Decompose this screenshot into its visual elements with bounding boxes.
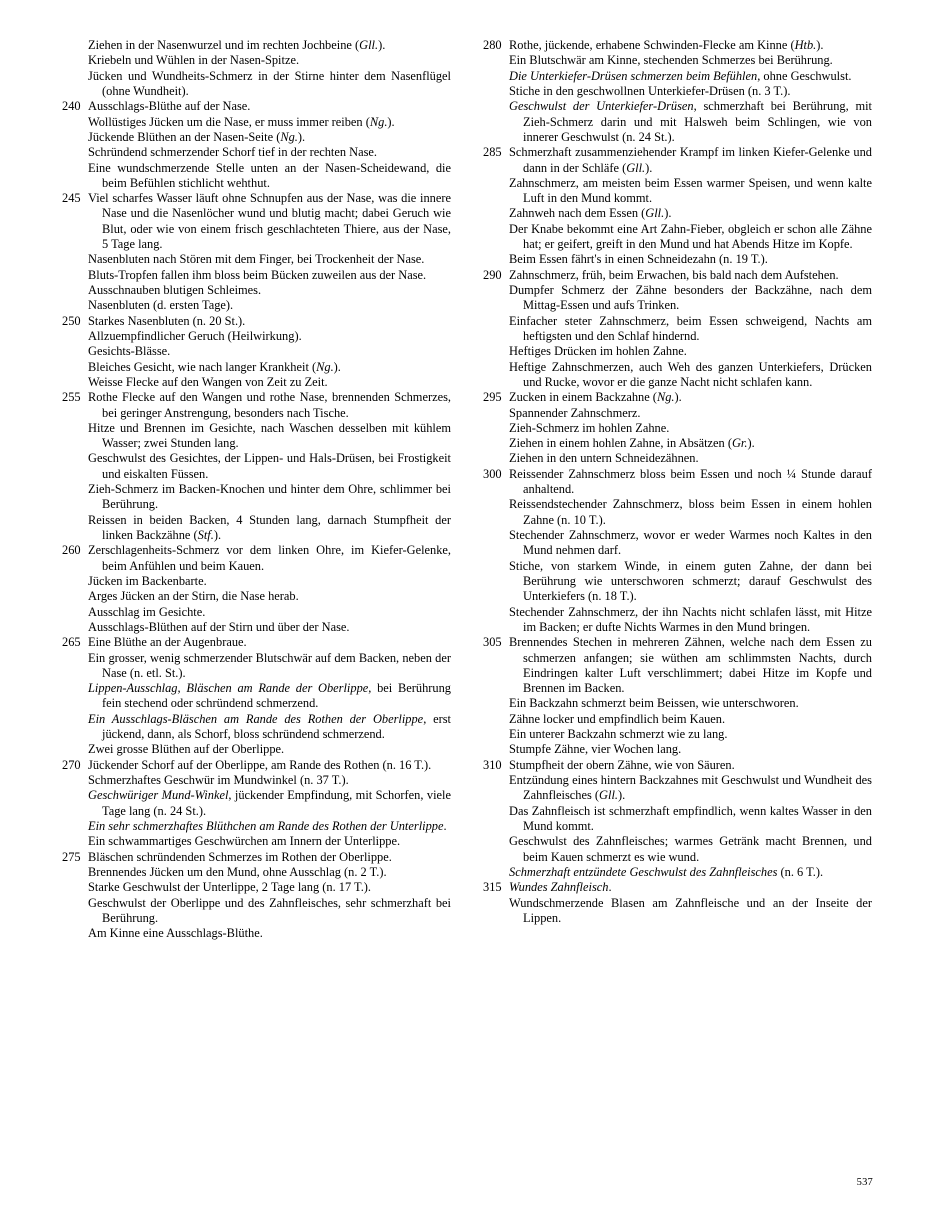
symptom-line: Geschwulst der Unterkiefer-Drüsen, schmerzhaft bei Berührung, mit Zieh-Schmerz darin und mit Halsweh beim Schlingen, wie von innerer Geschwulst (n. 24 St.). — [509, 99, 872, 144]
entry-number: 295 — [483, 390, 502, 405]
symptom-line: Ein Ausschlags-Bläschen am Rande des Rothen der Oberlippe, erst jückend, dann, als Schorf, bloss schründend schmerzend. — [88, 711, 451, 742]
numbered-entry — [483, 880, 872, 895]
symptom-line: Gesichts-Blässe. — [88, 344, 171, 359]
symptom-line: Das Zahnfleisch ist schmerzhaft empfindlich, wenn kaltes Wasser in den Mund kommt. — [509, 803, 872, 833]
entry-text: Rothe, jückende, erhabene Schwinden-Flecke am Kinne (Htb.). — [509, 38, 824, 52]
symptom-line: Schründend schmerzender Schorf tief in der rechten Nase. — [88, 145, 377, 160]
symptom-line: Ausschlags-Blüthen auf der Stirn und über der Nase. — [88, 619, 350, 634]
numbered-entry — [483, 467, 872, 498]
entry-text: Wundes Zahnfleisch. — [509, 880, 612, 895]
symptom-line: Ziehen in den untern Schneidezähnen. — [509, 451, 699, 466]
symptom-line: Stiche in den geschwollnen Unterkiefer-Drüsen (n. 3 T.). — [509, 83, 791, 98]
entry-number: 250 — [62, 313, 81, 328]
symptom-line: Ein grosser, wenig schmerzender Blutschwär auf dem Backen, neben der Nase (n. etl. St.). — [88, 650, 451, 680]
entry-text: Zerschlagenheits-Schmerz vor dem linken Ohre, im Kiefer-Gelenke, beim Anfühlen und beim Kauen. — [88, 543, 451, 573]
symptom-line: Jücken im Backenbarte. — [88, 573, 207, 588]
text-column-left — [62, 38, 451, 941]
numbered-entry — [62, 758, 451, 773]
symptom-line: Kriebeln und Wühlen in der Nasen-Spitze. — [88, 53, 300, 68]
symptom-line: Starke Geschwulst der Unterlippe, 2 Tage lang (n. 17 T.). — [88, 880, 372, 895]
entry-number: 290 — [483, 267, 502, 282]
numbered-entry — [62, 314, 451, 329]
symptom-line: Geschwulst der Oberlippe und des Zahnfleisches, sehr schmerzhaft bei Berührung. — [88, 895, 451, 925]
page-number: 537 — [856, 1177, 873, 1188]
entry-text: Schmerzhaft zusammenziehender Krampf im linken Kiefer-Gelenke und dann in der Schläfe (Gll.). — [509, 145, 872, 175]
symptom-line: Wollüstiges Jücken um die Nase, er muss immer reiben (Ng.). — [88, 114, 395, 129]
symptom-line: Wundschmerzende Blasen am Zahnfleische und an der Inseite der Lippen. — [509, 895, 872, 925]
entry-text: Zahnschmerz, früh, beim Erwachen, bis bald nach dem Aufstehen. — [509, 267, 839, 282]
symptom-line: Zähne locker und empfindlich beim Kauen. — [509, 711, 726, 726]
symptom-line: Reissen in beiden Backen, 4 Stunden lang, darnach Stumpfheit der linken Backzähne (Stf.). — [88, 512, 451, 542]
symptom-line: Zieh-Schmerz im Backen-Knochen und hinter dem Ohre, schlimmer bei Berührung. — [88, 482, 451, 512]
entry-text: Stumpfheit der obern Zähne, wie von Säuren. — [509, 757, 735, 772]
symptom-line: Geschwulst des Zahnfleisches; warmes Getränk macht Brennen, und beim Kauen schmerzt es wie wund. — [509, 834, 872, 864]
numbered-entry — [483, 145, 872, 176]
entry-number: 240 — [62, 99, 81, 114]
symptom-line: Weisse Flecke auf den Wangen von Zeit zu Zeit. — [88, 374, 328, 389]
symptom-line: Nasenbluten nach Stören mit dem Finger, bei Trockenheit der Nase. — [88, 252, 425, 267]
numbered-entry — [62, 191, 451, 252]
entry-text: Rothe Flecke auf den Wangen und rothe Nase, brennenden Schmerzes, bei geringer Anstrengung, besonders nach Tische. — [88, 390, 451, 420]
symptom-line: Ein Backzahn schmerzt beim Beissen, wie unterschworen. — [509, 696, 799, 711]
symptom-line: Heftiges Drücken im hohlen Zahne. — [509, 344, 687, 359]
entry-text: Zucken in einem Backzahne (Ng.). — [509, 390, 682, 405]
entry-number: 265 — [62, 635, 81, 650]
numbered-entry — [483, 38, 872, 53]
entry-text: Jückender Schorf auf der Oberlippe, am Rande des Rothen (n. 16 T.). — [88, 757, 432, 772]
numbered-entry — [62, 850, 451, 865]
symptom-line: Zahnschmerz, am meisten beim Essen warmer Speisen, und wenn kalte Luft in den Mund kommt. — [509, 175, 872, 206]
symptom-line: Hitze und Brennen im Gesichte, nach Waschen desselben mit kühlem Wasser; zwei Stunden lang. — [88, 420, 451, 451]
symptom-line: Am Kinne eine Ausschlags-Blüthe. — [88, 926, 263, 941]
symptom-line: Ausschlag im Gesichte. — [88, 604, 206, 619]
symptom-line: Bluts-Tropfen fallen ihm bloss beim Bücken zuweilen aus der Nase. — [88, 267, 427, 282]
symptom-line: Geschwulst des Gesichtes, der Lippen- und Hals-Drüsen, bei Frostigkeit und eiskalten Füssen. — [88, 451, 451, 481]
symptom-line: Schmerzhaftes Geschwür im Mundwinkel (n. 37 T.). — [88, 773, 349, 787]
symptom-line: Heftige Zahnschmerzen, auch Weh des ganzen Unterkiefers, Drücken und Rucke, wovor er die ganze Nacht nicht schlafen kann. — [509, 359, 872, 389]
symptom-line: Die Unterkiefer-Drüsen schmerzen beim Befühlen, ohne Geschwulst. — [509, 68, 852, 83]
symptom-line: Der Knabe bekommt eine Art Zahn-Fieber, obgleich er schon alle Zähne hat; er geifert, greift in den Mund und hat Abends Hitze im Kopfe. — [509, 221, 872, 252]
symptom-line: Ziehen in der Nasenwurzel und im rechten Jochbeine (Gll.). — [88, 38, 386, 52]
symptom-line: Ziehen in einem hohlen Zahne, in Absätzen (Gr.). — [509, 436, 755, 451]
numbered-entry — [62, 99, 451, 114]
entry-number: 305 — [483, 635, 502, 650]
text-column-right — [483, 38, 872, 926]
entry-text: Reissender Zahnschmerz bloss beim Essen und noch ¼ Stunde darauf anhaltend. — [509, 466, 872, 497]
entry-number: 280 — [483, 38, 502, 52]
two-column-layout — [62, 38, 873, 941]
symptom-line: Ausschnauben blutigen Schleimes. — [88, 283, 262, 297]
symptom-line: Jückende Blüthen an der Nasen-Seite (Ng.). — [88, 129, 306, 144]
numbered-entry — [62, 635, 451, 650]
entry-number: 270 — [62, 757, 81, 772]
symptom-line: Reissendstechender Zahnschmerz, bloss beim Essen in einem hohlen Zahne (n. 10 T.). — [509, 497, 872, 527]
entry-number: 260 — [62, 543, 81, 558]
symptom-line: Ein unterer Backzahn schmerzt wie zu lang. — [509, 727, 728, 742]
entry-number: 255 — [62, 390, 81, 405]
symptom-line: Stumpfe Zähne, vier Wochen lang. — [509, 742, 682, 757]
entry-number: 245 — [62, 191, 81, 206]
entry-text: Brennendes Stechen in mehreren Zähnen, welche nach dem Essen zu schmerzen anfangen; sie wüthen am schlimmsten Nachts, durch Eindringen kalter Luft verschlimmert; dabei Hitze im Kopfe und Brennen im Backen. — [509, 635, 872, 696]
symptom-line: Arges Jücken an der Stirn, die Nase herab. — [88, 589, 299, 604]
symptom-line: Entzündung eines hintern Backzahnes mit Geschwulst und Wundheit des Zahnfleisches (Gll.). — [509, 773, 872, 803]
entry-text: Eine Blüthe an der Augenbraue. — [88, 635, 247, 650]
entry-text: Starkes Nasenbluten (n. 20 St.). — [88, 313, 246, 328]
symptom-line: Ein Blutschwär am Kinne, stechenden Schmerzes bei Berührung. — [509, 53, 833, 68]
symptom-line: Ein schwammartiges Geschwürchen am Innern der Unterlippe. — [88, 834, 401, 849]
entry-number: 285 — [483, 145, 502, 160]
symptom-line: Eine wundschmerzende Stelle unten an der Nasen-Scheidewand, die beim Befühlen stichlicht wehthut. — [88, 160, 451, 190]
symptom-line: Jücken und Wundheits-Schmerz in der Stirne hinter dem Nasenflügel (ohne Wundheit). — [88, 68, 451, 98]
symptom-line: Geschwüriger Mund-Winkel, jückender Empfindung, mit Schorfen, viele Tage lang (n. 24 St.). — [88, 788, 451, 818]
symptom-line: Stiche, von starkem Winde, in einem guten Zahne, der dann bei Berührung wie unterschworen schmerzt; darauf Geschwulst des Unterkiefers (n. 18 T.). — [509, 558, 872, 604]
entry-number: 275 — [62, 849, 81, 864]
symptom-line: Ein sehr schmerzhaftes Blüthchen am Rande des Rothen der Unterlippe. — [88, 818, 447, 833]
entry-text: Viel scharfes Wasser läuft ohne Schnupfen aus der Nase, was die innere Nase und die Nasenlöcher wund und blutig macht; dabei Geruch wie Blut, oder wie von einem frisch geschlachteten Thiere, aus der Nase, 5 Tage lang. — [88, 191, 451, 252]
numbered-entry — [483, 635, 872, 696]
symptom-line: Zwei grosse Blüthen auf der Oberlippe. — [88, 742, 285, 757]
symptom-line: Allzuempfindlicher Geruch (Heilwirkung). — [88, 328, 302, 343]
entry-text: Bläschen schründenden Schmerzes im Rothen der Oberlippe. — [88, 849, 392, 864]
entry-number: 315 — [483, 880, 502, 895]
symptom-line: Bleiches Gesicht, wie nach langer Krankheit (Ng.). — [88, 359, 341, 374]
symptom-line: Spannender Zahnschmerz. — [509, 405, 641, 420]
symptom-line: Zieh-Schmerz im hohlen Zahne. — [509, 420, 670, 435]
symptom-line: Lippen-Ausschlag, Bläschen am Rande der Oberlippe, bei Berührung fein stechend oder schründend schmerzend. — [88, 681, 451, 711]
numbered-entry — [62, 390, 451, 421]
entry-text: Ausschlags-Blüthe auf der Nase. — [88, 99, 251, 114]
numbered-entry — [62, 543, 451, 574]
symptom-line: Schmerzhaft entzündete Geschwulst des Zahnfleisches (n. 6 T.). — [509, 864, 824, 879]
symptom-line: Nasenbluten (d. ersten Tage). — [88, 298, 234, 313]
numbered-entry — [483, 268, 872, 283]
numbered-entry — [483, 758, 872, 773]
symptom-line: Einfacher steter Zahnschmerz, beim Essen schweigend, Nachts am heftigsten und den Schlaf hindernd. — [509, 313, 872, 343]
symptom-line: Dumpfer Schmerz der Zähne besonders der Backzähne, nach dem Mittag-Essen und aufs Trinken. — [509, 283, 872, 313]
entry-number: 300 — [483, 466, 502, 481]
symptom-line: Stechender Zahnschmerz, der ihn Nachts nicht schlafen lässt, mit Hitze im Backen; er dufte Nichts Warmes in den Mund bringen. — [509, 604, 872, 634]
symptom-line: Brennendes Jücken um den Mund, ohne Ausschlag (n. 2 T.). — [88, 864, 387, 879]
numbered-entry — [483, 390, 872, 405]
symptom-line: Beim Essen fährt's in einen Schneidezahn (n. 19 T.). — [509, 252, 768, 267]
symptom-line: Zahnweh nach dem Essen (Gll.). — [509, 206, 672, 221]
symptom-line: Stechender Zahnschmerz, wovor er weder Warmes noch Kaltes in den Mund nehmen darf. — [509, 528, 872, 558]
entry-number: 310 — [483, 757, 502, 772]
